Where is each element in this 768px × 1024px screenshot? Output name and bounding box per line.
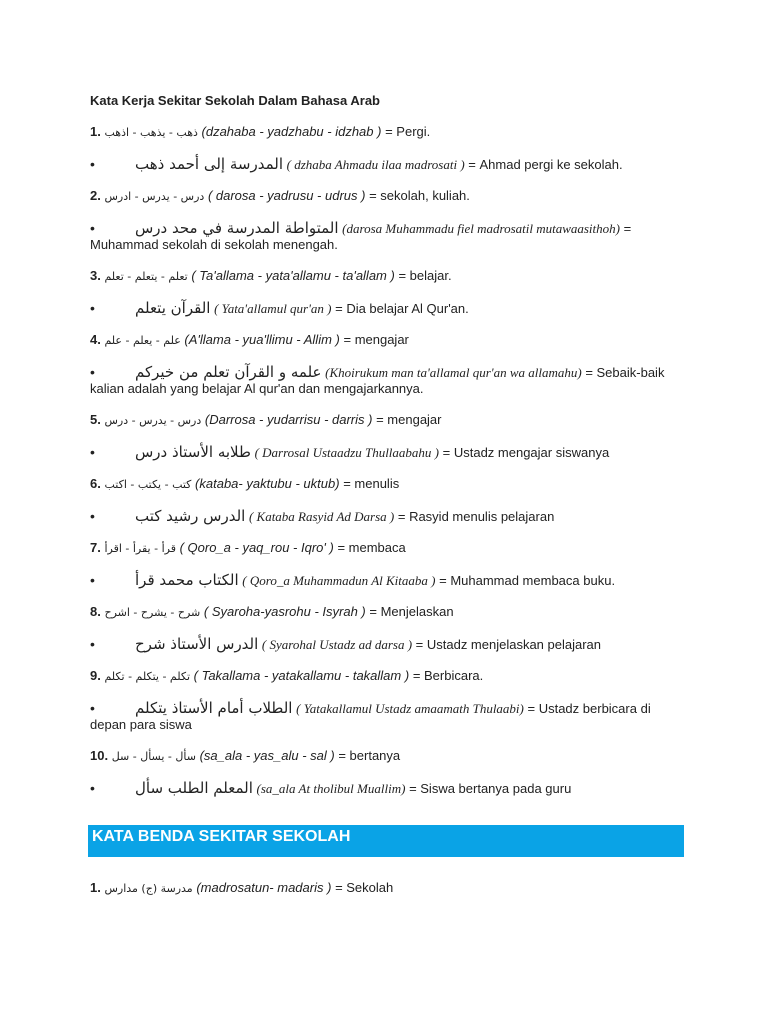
example-line [90,300,690,317]
verb-list [90,124,690,797]
verb-entry [90,668,690,685]
example-meaning: = Rasyid menulis pelajaran [397,509,555,524]
verb-meaning: = mengajar [343,332,409,347]
verb-entry [90,540,690,557]
verb-meaning: = Menjelaskan [369,604,454,619]
noun-number: 1. [90,880,101,895]
page-title: Kata Kerja Sekitar Sekolah Dalam Bahasa Arab [90,93,380,108]
verb-entry [90,268,690,285]
verb-arabic: درس - يدرس - درس [104,414,202,427]
example-continuation: Muhammad sekolah di sekolah menengah. [90,237,338,252]
verb-entry [90,188,690,205]
example-entry [90,156,690,173]
example-meaning: = Muhammad membaca buku. [439,573,616,588]
verb-number: 5. [90,412,101,427]
example-meaning: = Siswa bertanya pada guru [409,781,572,796]
example-line [90,636,690,653]
verb-entry [90,412,690,429]
verb-meaning: = bertanya [338,748,401,763]
verb-transliteration: (sa_ala - yas_alu - sal ) [199,748,335,763]
document-page [90,93,690,897]
example-line [90,444,690,461]
verb-number: 2. [90,188,101,203]
verb-meaning: = Berbicara. [412,668,484,683]
example-transliteration: (Khoirukum man ta'allamal qur'an wa allamahu) [325,365,582,380]
example-transliteration: ( Kataba Rasyid Ad Darsa ) [248,509,395,524]
example-meaning: = [623,221,632,236]
example-arabic: طلابه الأستاذ درس [135,443,251,461]
example-arabic: الدرس الأستاذ شرح [135,635,259,653]
bullet-icon: • [90,636,95,652]
noun-transliteration: (madrosatun- madaris ) [196,880,332,895]
verb-arabic: تعلم - يتعلم - تعلم [104,270,188,283]
example-transliteration: (darosa Muhammadu fiel madrosatil mutawaasithoh) [342,221,620,236]
example-transliteration: ( dzhaba Ahmadu ilaa madrosati ) [286,157,465,172]
verb-transliteration: (kataba- yaktubu - uktub) [195,476,340,491]
example-arabic: القرآن يتعلم [135,299,211,317]
example-line [90,572,690,589]
verb-arabic: سأل - يسأل - سل [111,750,196,763]
verb-arabic: كتب - يكتب - اكتب [104,478,192,491]
example-meaning: = Dia belajar Al Qur'an. [335,301,469,316]
verb-number: 6. [90,476,101,491]
bullet-icon: • [90,364,95,380]
example-entry [90,300,690,317]
bullet-icon: • [90,444,95,460]
verb-entry [90,124,690,141]
example-entry [90,572,690,589]
verb-number: 4. [90,332,101,347]
verb-entry [90,476,690,493]
example-continuation: kalian adalah yang belajar Al qur'an dan mengajarkannya. [90,381,424,396]
example-transliteration: ( Qoro_a Muhammadun Al Kitaaba ) [242,573,436,588]
example-continuation: depan para siswa [90,717,192,732]
example-line [90,364,690,381]
verb-number: 1. [90,124,101,139]
verb-transliteration: (dzahaba - yadzhabu - idzhab ) [201,124,382,139]
verb-meaning: = mengajar [376,412,442,427]
example-transliteration: ( Darrosal Ustaadzu Thullaabahu ) [254,445,440,460]
bullet-icon: • [90,700,95,716]
noun-list [90,880,690,897]
verb-transliteration: (Darrosa - yudarrisu - darris ) [204,412,373,427]
verb-arabic: ذهب - يذهب - اذهب [104,126,198,139]
example-line [90,508,690,525]
example-arabic: الكتاب محمد قرأ [135,571,239,589]
verb-meaning: = menulis [343,476,400,491]
example-line [90,700,690,717]
example-meaning: = Ahmad pergi ke sekolah. [468,157,623,172]
example-entry [90,364,690,397]
verb-arabic: درس - يدرس - ادرس [104,190,205,203]
verb-meaning: = Pergi. [385,124,431,139]
example-entry [90,220,690,253]
example-entry [90,508,690,525]
noun-arabic: مدرسة (ج) مدارس [104,882,193,895]
noun-entry [90,880,690,897]
verb-entry [90,332,690,349]
example-meaning: = Ustadz mengajar siswanya [442,445,610,460]
example-meaning: = Ustadz berbicara di [527,701,651,716]
verb-number: 9. [90,668,101,683]
bullet-icon: • [90,156,95,172]
example-meaning: = Sebaik-baik [585,365,665,380]
verb-meaning: = belajar. [398,268,452,283]
example-arabic: المدرسة إلى أحمد ذهب [135,155,283,173]
example-transliteration: (sa_ala At tholibul Muallim) [256,781,406,796]
example-arabic: علمه و القرآن تعلم من خيركم [135,363,322,381]
verb-transliteration: (A'llama - yua'llimu - Allim ) [184,332,340,347]
bullet-icon: • [90,300,95,316]
verb-arabic: شرح - يشرح - اشرح [104,606,201,619]
example-entry [90,444,690,461]
verb-entry [90,604,690,621]
example-arabic: الدرس رشيد كتب [135,507,246,525]
example-transliteration: ( Syarohal Ustadz ad darsa ) [261,637,413,652]
verb-number: 8. [90,604,101,619]
verb-arabic: علم - يعلم - علم [104,334,181,347]
example-arabic: الطلاب أمام الأستاذ يتكلم [135,699,293,717]
verb-meaning: = membaca [337,540,406,555]
bullet-icon: • [90,780,95,796]
section-header: KATA BENDA SEKITAR SEKOLAH [88,825,684,857]
bullet-icon: • [90,508,95,524]
verb-number: 3. [90,268,101,283]
example-entry [90,780,690,797]
example-line [90,220,690,237]
verb-transliteration: ( Syaroha-yasrohu - Isyrah ) [203,604,366,619]
verb-number: 7. [90,540,101,555]
verb-meaning: = sekolah, kuliah. [369,188,470,203]
verb-arabic: تكلم - يتكلم - تكلم [104,670,191,683]
noun-meaning: = Sekolah [335,880,394,895]
verb-transliteration: ( darosa - yadrusu - udrus ) [207,188,366,203]
example-arabic: المعلم الطلب سأل [135,779,253,797]
verb-arabic: قرأ - يقرأ - اقرأ [104,542,176,555]
bullet-icon: • [90,220,95,236]
verb-entry [90,748,690,765]
example-meaning: = Ustadz menjelaskan pelajaran [415,637,602,652]
verb-transliteration: ( Ta'allama - yata'allamu - ta'allam ) [191,268,395,283]
example-line [90,156,690,173]
example-line [90,780,690,797]
example-entry [90,636,690,653]
example-entry [90,700,690,733]
example-arabic: المتواطة المدرسة في محد درس [135,219,339,237]
example-transliteration: ( Yata'allamul qur'an ) [214,301,332,316]
verb-number: 10. [90,748,109,763]
bullet-icon: • [90,572,95,588]
verb-transliteration: ( Takallama - yatakallamu - takallam ) [193,668,410,683]
example-transliteration: ( Yatakallamul Ustadz amaamath Thulaabi) [296,701,524,716]
verb-transliteration: ( Qoro_a - yaq_rou - Iqro' ) [179,540,334,555]
